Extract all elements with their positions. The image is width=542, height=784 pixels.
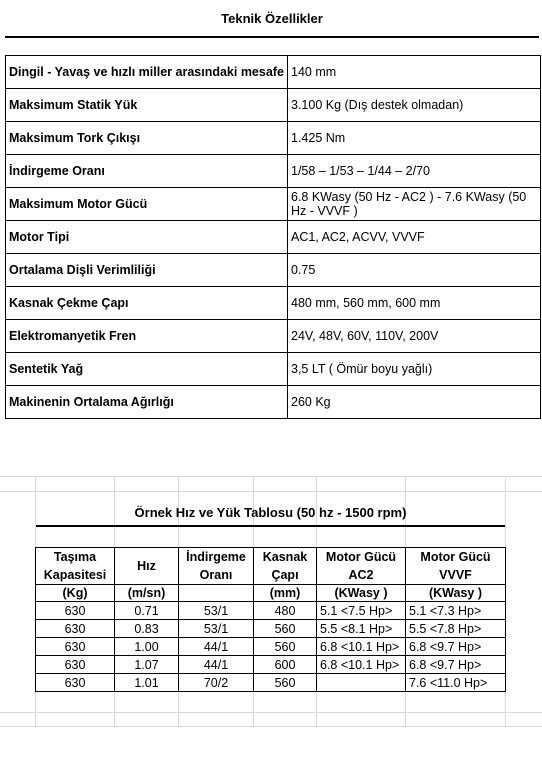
cell-capacity: 630 bbox=[36, 602, 115, 620]
title-underline bbox=[5, 36, 539, 38]
spec-label: Kasnak Çekme Çapı bbox=[6, 287, 288, 320]
load-table bbox=[35, 547, 506, 692]
cell-vvvf-power: 5.1 <7.3 Hp> bbox=[406, 602, 506, 620]
gridline bbox=[0, 712, 542, 713]
specs-table bbox=[5, 55, 541, 419]
table-row bbox=[36, 620, 506, 638]
column-header: İndirgeme bbox=[179, 548, 254, 567]
cell-ac2-power: 6.8 <10.1 Hp> bbox=[317, 656, 406, 674]
spec-value: 140 mm bbox=[288, 56, 541, 89]
unit-label bbox=[179, 585, 254, 602]
cell-capacity: 630 bbox=[36, 656, 115, 674]
units-row bbox=[36, 585, 506, 602]
cell-vvvf-power: 5.5 <7.8 Hp> bbox=[406, 620, 506, 638]
column-header: Motor Gücü bbox=[317, 548, 406, 567]
header-row bbox=[36, 548, 506, 567]
table-row bbox=[36, 638, 506, 656]
spec-value: AC1, AC2, ACVV, VVVF bbox=[288, 221, 541, 254]
cell-speed: 0.83 bbox=[115, 620, 179, 638]
cell-speed: 1.00 bbox=[115, 638, 179, 656]
column-header: AC2 bbox=[317, 566, 406, 585]
spec-value: 3,5 LT ( Ömür boyu yağlı) bbox=[288, 353, 541, 386]
title-underline bbox=[36, 525, 505, 527]
spec-label: Makinenin Ortalama Ağırlığı bbox=[6, 386, 288, 419]
cell-speed: 1.01 bbox=[115, 674, 179, 692]
cell-capacity: 630 bbox=[36, 674, 115, 692]
column-header: Çapı bbox=[254, 566, 317, 585]
spec-value: 24V, 48V, 60V, 110V, 200V bbox=[288, 320, 541, 353]
unit-label: (Kg) bbox=[36, 585, 115, 602]
unit-label: (KWasy ) bbox=[317, 585, 406, 602]
load-table-title: Örnek Hız ve Yük Tablosu (50 hz - 1500 rpm) bbox=[134, 505, 407, 520]
spec-label: İndirgeme Oranı bbox=[6, 155, 288, 188]
table-row bbox=[6, 254, 541, 287]
table-row bbox=[6, 56, 541, 89]
table-row bbox=[6, 221, 541, 254]
column-header: Motor Gücü bbox=[406, 548, 506, 567]
specs-title: Teknik Özellikler bbox=[221, 11, 323, 26]
spec-label: Sentetik Yağ bbox=[6, 353, 288, 386]
column-header: Kasnak bbox=[254, 548, 317, 567]
gridline bbox=[0, 476, 542, 477]
gridline bbox=[0, 491, 542, 492]
spec-label: Dingil - Yavaş ve hızlı miller arasındaki mesafe bbox=[6, 56, 288, 89]
cell-pulley: 560 bbox=[254, 620, 317, 638]
cell-ac2-power: 5.1 <7.5 Hp> bbox=[317, 602, 406, 620]
table-row bbox=[6, 155, 541, 188]
header-row bbox=[36, 566, 506, 585]
cell-ac2-power: 6.8 <10.1 Hp> bbox=[317, 638, 406, 656]
unit-label: (m/sn) bbox=[115, 585, 179, 602]
cell-vvvf-power: 6.8 <9.7 Hp> bbox=[406, 656, 506, 674]
spec-value: 480 mm, 560 mm, 600 mm bbox=[288, 287, 541, 320]
cell-pulley: 560 bbox=[254, 638, 317, 656]
table-row bbox=[36, 602, 506, 620]
gridline bbox=[0, 726, 542, 727]
spec-label: Ortalama Dişli Verimliliği bbox=[6, 254, 288, 287]
cell-ac2-power: 5.5 <8.1 Hp> bbox=[317, 620, 406, 638]
table-row bbox=[6, 320, 541, 353]
table-row bbox=[6, 353, 541, 386]
cell-ratio: 53/1 bbox=[179, 602, 254, 620]
cell-vvvf-power: 6.8 <9.7 Hp> bbox=[406, 638, 506, 656]
spec-label: Motor Tipi bbox=[6, 221, 288, 254]
table-row bbox=[36, 674, 506, 692]
cell-pulley: 480 bbox=[254, 602, 317, 620]
spec-value: 3.100 Kg (Dış destek olmadan) bbox=[288, 89, 541, 122]
column-header: VVVF bbox=[406, 566, 506, 585]
cell-pulley: 600 bbox=[254, 656, 317, 674]
column-header: Kapasitesi bbox=[36, 566, 115, 585]
table-row bbox=[6, 287, 541, 320]
table-row bbox=[6, 89, 541, 122]
spec-label: Maksimum Motor Gücü bbox=[6, 188, 288, 221]
unit-label: (KWasy ) bbox=[406, 585, 506, 602]
cell-vvvf-power: 7.6 <11.0 Hp> bbox=[406, 674, 506, 692]
cell-pulley: 560 bbox=[254, 674, 317, 692]
cell-capacity: 630 bbox=[36, 620, 115, 638]
spec-value: 1/58 – 1/53 – 1/44 – 2/70 bbox=[288, 155, 541, 188]
cell-speed: 1.07 bbox=[115, 656, 179, 674]
cell-ratio: 53/1 bbox=[179, 620, 254, 638]
table-row bbox=[36, 656, 506, 674]
spec-value: 1.425 Nm bbox=[288, 122, 541, 155]
table-row bbox=[6, 188, 541, 221]
cell-ratio: 70/2 bbox=[179, 674, 254, 692]
cell-capacity: 630 bbox=[36, 638, 115, 656]
unit-label: (mm) bbox=[254, 585, 317, 602]
table-row bbox=[6, 122, 541, 155]
spec-value: 6.8 KWasy (50 Hz - AC2 ) - 7.6 KWasy (50 Hz - VVVF ) bbox=[288, 188, 541, 221]
spec-label: Elektromanyetik Fren bbox=[6, 320, 288, 353]
cell-ratio: 44/1 bbox=[179, 638, 254, 656]
table-row bbox=[6, 386, 541, 419]
column-header: Taşıma bbox=[36, 548, 115, 567]
spec-label: Maksimum Tork Çıkışı bbox=[6, 122, 288, 155]
spec-value: 0.75 bbox=[288, 254, 541, 287]
cell-speed: 0.71 bbox=[115, 602, 179, 620]
cell-ac2-power bbox=[317, 674, 406, 692]
column-header: Oranı bbox=[179, 566, 254, 585]
column-header: Hız bbox=[115, 548, 179, 585]
spec-label: Maksimum Statik Yük bbox=[6, 89, 288, 122]
spec-value: 260 Kg bbox=[288, 386, 541, 419]
cell-ratio: 44/1 bbox=[179, 656, 254, 674]
